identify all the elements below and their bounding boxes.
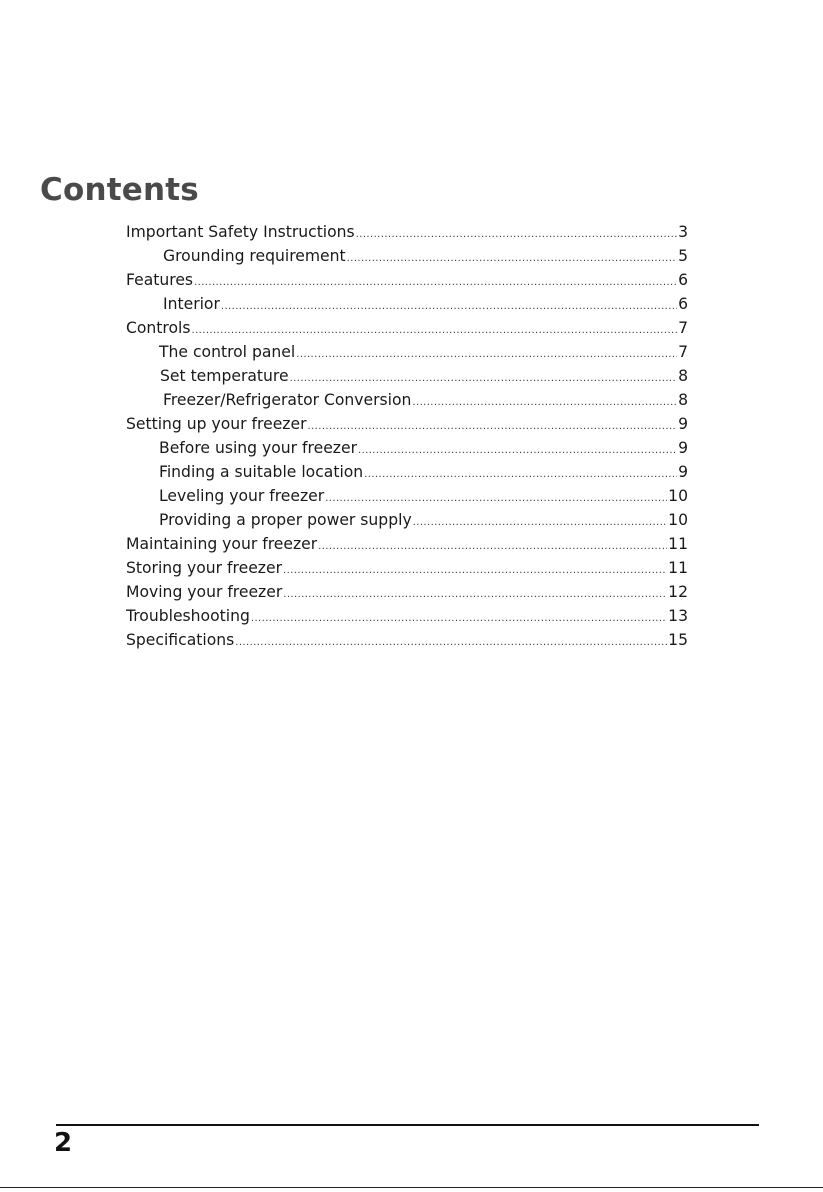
dot-leader — [347, 247, 677, 271]
dot-leader — [412, 391, 677, 415]
dot-leader — [308, 415, 678, 439]
toc-entry-controls[interactable] — [126, 316, 688, 340]
toc-entry-label: Moving your freezer — [126, 583, 283, 601]
toc-entry-label: Interior — [163, 295, 220, 313]
toc-entry-freezer-refrigerator-conversion[interactable] — [126, 388, 688, 412]
dot-leader — [364, 463, 677, 487]
toc-entry-label: Freezer/Refrigerator Conversion — [163, 391, 412, 409]
dot-leader — [194, 271, 677, 295]
toc-entry-label: Specifications — [126, 631, 235, 649]
toc-entry-set-temperature[interactable] — [126, 364, 688, 388]
toc-entry-page: 7 — [678, 319, 688, 337]
toc-entry-label: Features — [126, 271, 194, 289]
toc-entry-label: Setting up your freezer — [126, 415, 307, 433]
toc-entry-page: 6 — [678, 295, 688, 313]
toc-entry-label: Controls — [126, 319, 191, 337]
toc-entry-page: 9 — [678, 415, 688, 433]
dot-leader — [296, 343, 677, 367]
toc-entry-page: 9 — [678, 463, 688, 481]
toc-entry-providing-a-proper-power-supply[interactable] — [126, 508, 688, 532]
dot-leader — [235, 631, 667, 655]
toc-entry-label: Set temperature — [160, 367, 289, 385]
toc-entry-setting-up-your-freezer[interactable] — [126, 412, 688, 436]
toc-entry-label: Providing a proper power supply — [159, 511, 412, 529]
toc-entry-page: 7 — [678, 343, 688, 361]
toc-entry-page: 11 — [668, 535, 688, 553]
toc-entry-finding-a-suitable-location[interactable] — [126, 460, 688, 484]
toc-entry-features[interactable] — [126, 268, 688, 292]
dot-leader — [358, 439, 677, 463]
toc-entry-important-safety-instructions[interactable] — [126, 220, 688, 244]
dot-leader — [283, 583, 667, 607]
dot-leader — [413, 511, 667, 535]
toc-entry-specifications[interactable] — [126, 628, 688, 652]
toc-entry-label: Storing your freezer — [126, 559, 282, 577]
toc-entry-label: Maintaining your freezer — [126, 535, 318, 553]
toc-entry-page: 10 — [668, 511, 688, 529]
toc-entry-page: 10 — [668, 487, 688, 505]
toc-entry-label: Finding a suitable location — [159, 463, 364, 481]
page-bottom-edge — [0, 1187, 823, 1188]
table-of-contents — [126, 220, 688, 652]
dot-leader — [221, 295, 677, 319]
toc-entry-page: 15 — [668, 631, 688, 649]
toc-entry-page: 11 — [668, 559, 688, 577]
toc-entry-page: 12 — [668, 583, 688, 601]
toc-entry-storing-your-freezer[interactable] — [126, 556, 688, 580]
toc-entry-interior[interactable] — [126, 292, 688, 316]
dot-leader — [283, 559, 667, 583]
toc-entry-page: 8 — [678, 367, 688, 385]
toc-entry-page: 6 — [678, 271, 688, 289]
toc-entry-page: 5 — [678, 247, 688, 265]
contents-heading: Contents — [40, 172, 199, 208]
toc-entry-page: 3 — [678, 223, 688, 241]
toc-entry-page: 8 — [678, 391, 688, 409]
page-number: 2 — [54, 1128, 73, 1158]
toc-entry-moving-your-freezer[interactable] — [126, 580, 688, 604]
toc-entry-page: 13 — [668, 607, 688, 625]
dot-leader — [318, 535, 667, 559]
toc-entry-label: Leveling your freezer — [159, 487, 325, 505]
toc-entry-label: Before using your freezer — [159, 439, 357, 457]
toc-entry-maintaining-your-freezer[interactable] — [126, 532, 688, 556]
toc-entry-label: Important Safety Instructions — [126, 223, 355, 241]
dot-leader — [251, 607, 667, 631]
toc-entry-troubleshooting[interactable] — [126, 604, 688, 628]
toc-entry-label: Grounding requirement — [163, 247, 346, 265]
toc-entry-before-using-your-freezer[interactable] — [126, 436, 688, 460]
toc-entry-the-control-panel[interactable] — [126, 340, 688, 364]
toc-entry-label: The control panel — [159, 343, 296, 361]
toc-entry-leveling-your-freezer[interactable] — [126, 484, 688, 508]
toc-entry-label: Troubleshooting — [126, 607, 250, 625]
toc-entry-page: 9 — [678, 439, 688, 457]
toc-entry-grounding-requirement[interactable] — [126, 244, 688, 268]
dot-leader — [356, 223, 677, 247]
footer-divider — [56, 1124, 759, 1126]
